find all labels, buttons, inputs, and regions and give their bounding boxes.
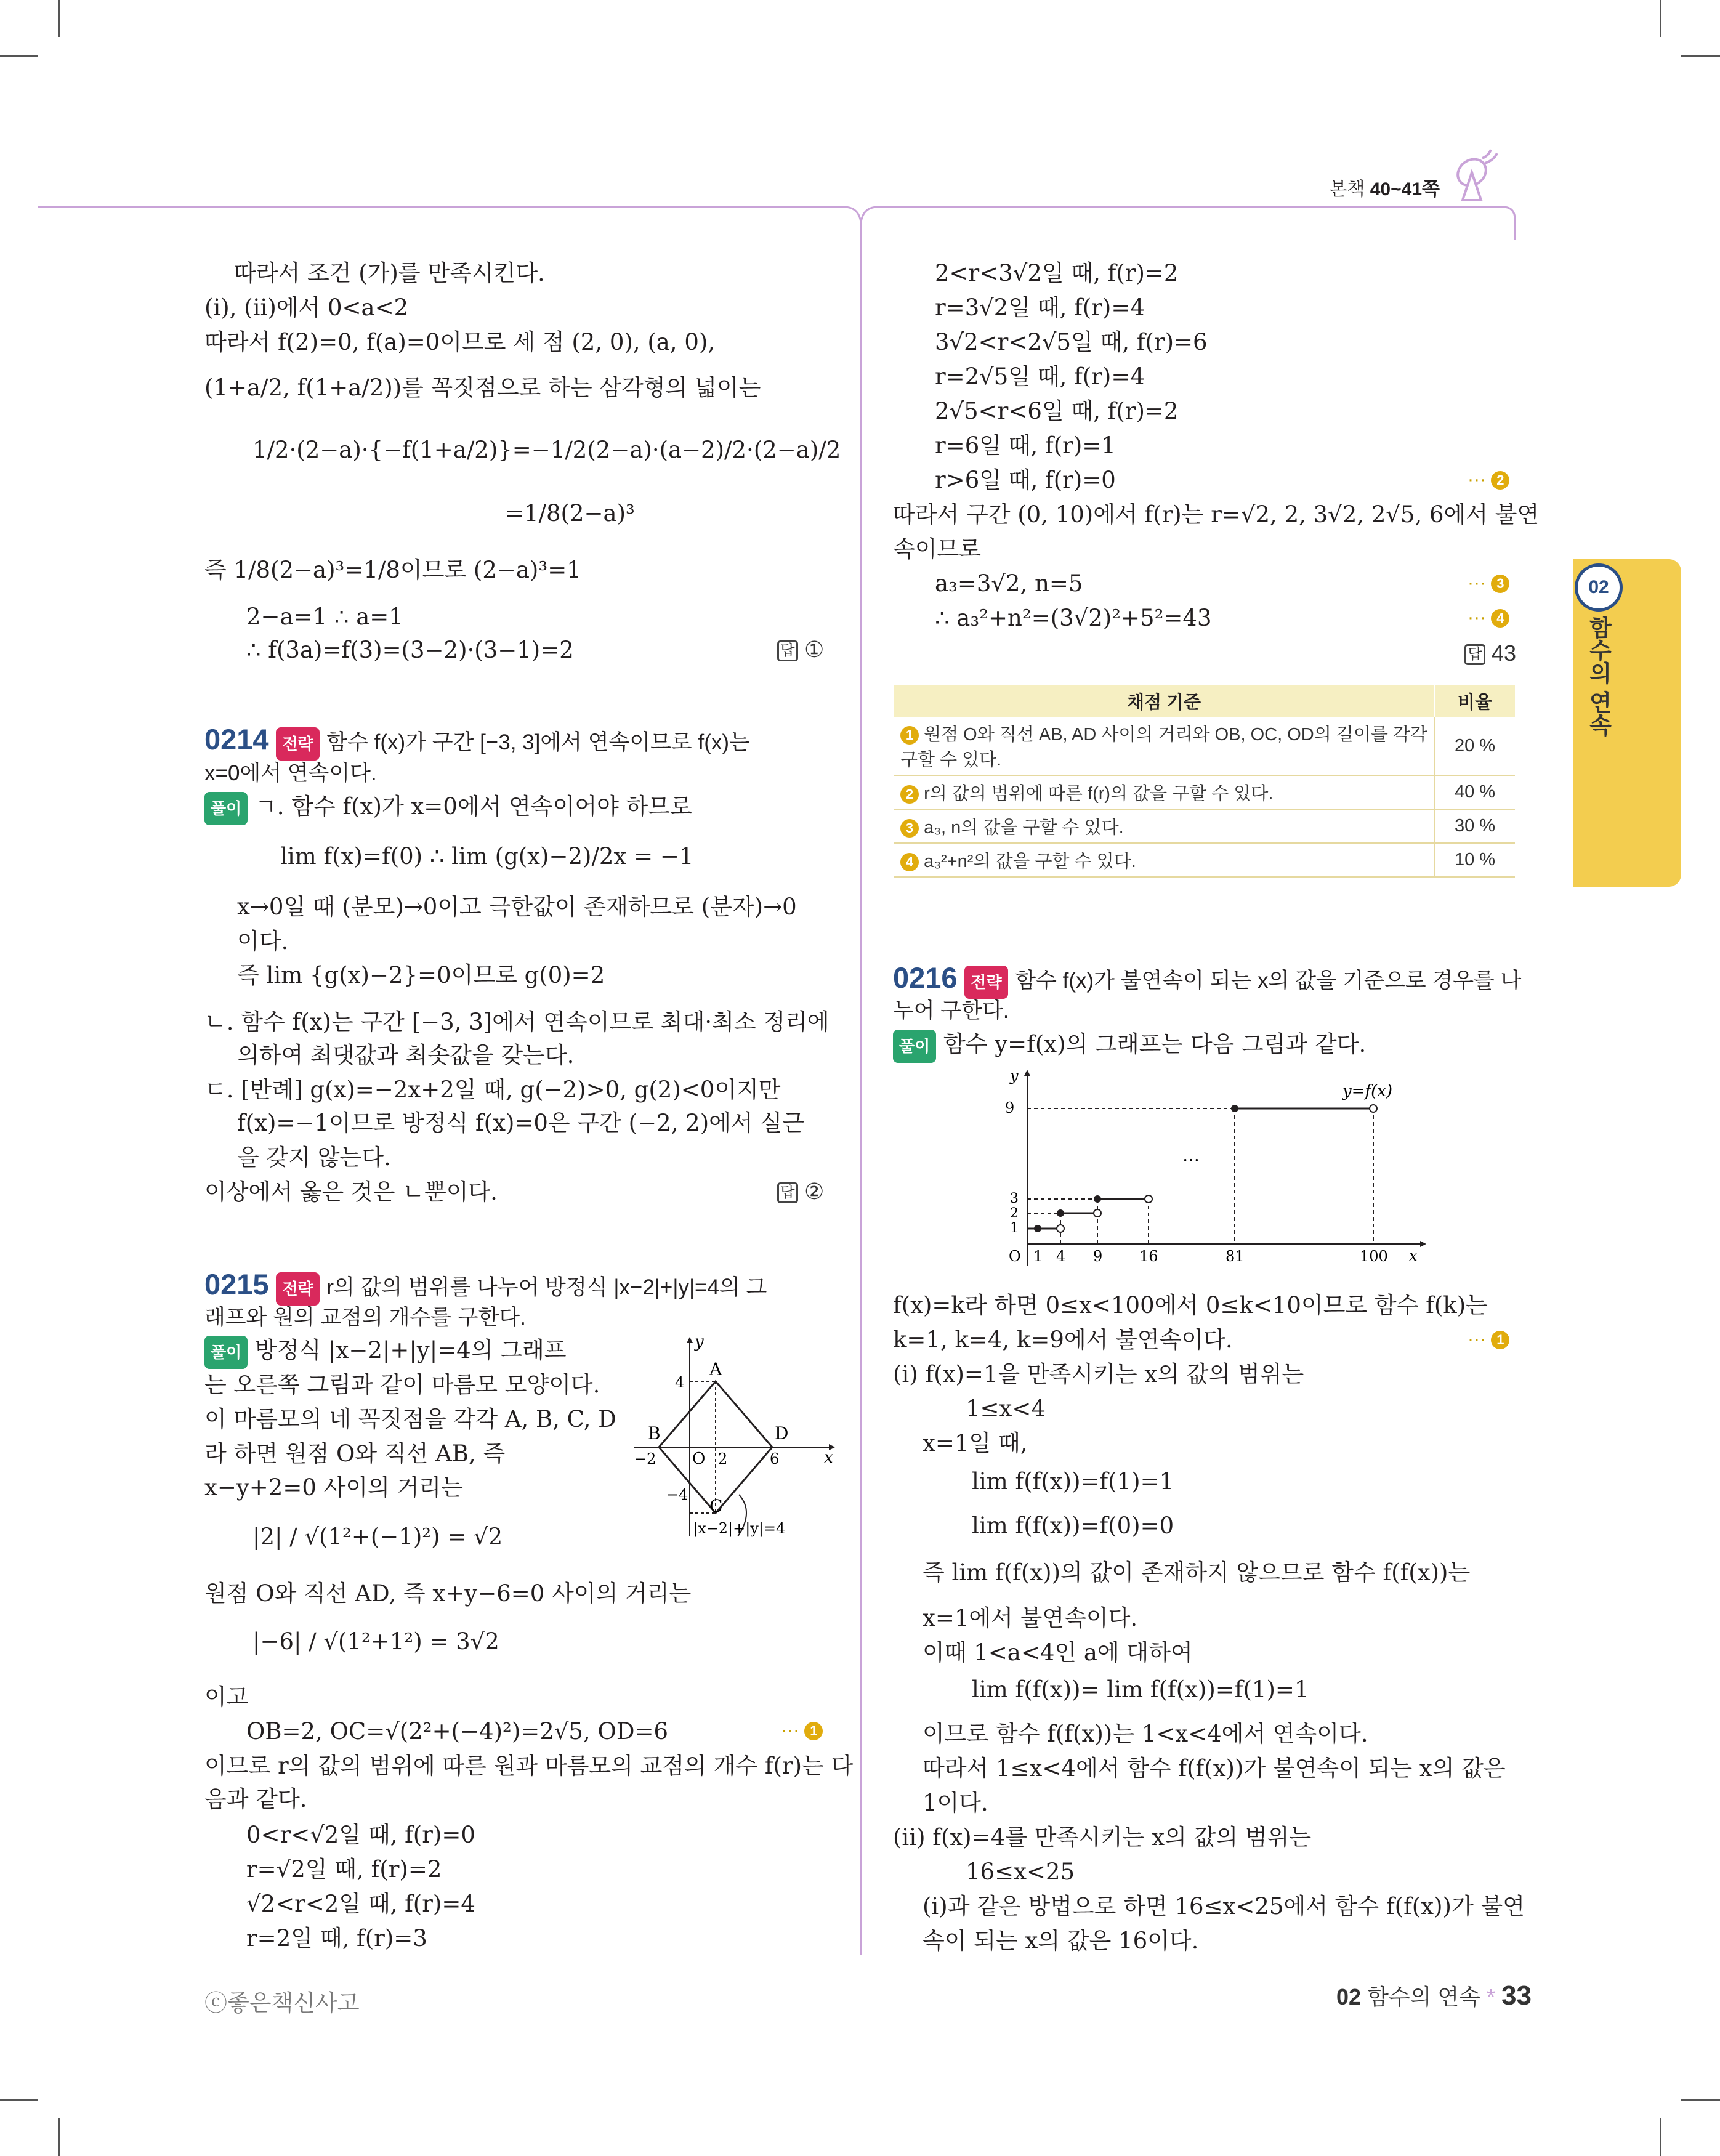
formula-line: r=6일 때, f(r)=1 [935, 432, 1116, 459]
problem-number: 0216 [893, 961, 958, 994]
formula-line: lim f(f(x))= lim f(f(x))=f(1)=1 [972, 1676, 1309, 1703]
y-axis-label: y [1010, 1067, 1019, 1084]
mark-3-icon: 3 [900, 819, 919, 838]
text-line: ㄴ. 함수 f(x)는 구간 [−3, 3]에서 연속이므로 최대·최소 정리에 [204, 1009, 830, 1035]
text-line: (1+a/2, f(1+a/2))를 꼭짓점으로 하는 삼각형의 넓이는 [204, 374, 761, 401]
text-line: k=1, k=4, k=9에서 불연속이다. [893, 1326, 1233, 1353]
text-line: 속이므로 [893, 536, 981, 562]
mark-4-icon: 4 [1491, 609, 1509, 628]
text-line: 을 갖지 않는다. [237, 1144, 391, 1171]
chapter-side-title: 함수의 연속 [1586, 616, 1611, 737]
text-line: 원점 O와 직선 AD, 즉 x+y−6=0 사이의 거리는 [204, 1580, 692, 1607]
y-tick-label: 1 [1010, 1221, 1019, 1236]
formula-line: 1≤x<4 [966, 1395, 1046, 1422]
formula-line: √2<r<2일 때, f(r)=4 [246, 1891, 475, 1917]
strategy-text: 함수 f(x)가 불연속이 되는 x의 값을 기준으로 경우를 나 [1015, 969, 1522, 993]
formula-line: lim f(f(x))=f(0)=0 [972, 1512, 1174, 1539]
score-mark: ··· 4 [1468, 607, 1509, 628]
strategy-text-cont: 누어 구한다. [893, 999, 1009, 1023]
mark-1-icon: 1 [1491, 1331, 1509, 1349]
criteria-text: a₃, n의 값을 구할 수 있다. [924, 818, 1124, 838]
text-line: x=1에서 불연속이다. [923, 1605, 1138, 1631]
text-line: (i)과 같은 방법으로 하면 16≤x<25에서 함수 f(f(x))가 불연 [923, 1893, 1525, 1920]
formula-line: |2| / √(1²+(−1)²) = √2 [252, 1524, 503, 1550]
footer-star: * [1486, 1984, 1495, 2009]
formula-line: 2<r<3√2일 때, f(r)=2 [935, 260, 1179, 286]
footer-chapter-num: 02 [1336, 1984, 1362, 2009]
problem-0214-header [204, 724, 750, 761]
y-axis-label: y [695, 1333, 704, 1351]
formula-line: r=√2일 때, f(r)=2 [246, 1856, 442, 1883]
answer-value: ① [804, 637, 825, 662]
answer-value: 43 [1492, 640, 1517, 666]
y-tick-label: 9 [1005, 1099, 1015, 1116]
ratio-cell: 30 % [1434, 809, 1515, 843]
criteria-text: r의 값의 범위에 따른 f(r)의 값을 구할 수 있다. [924, 784, 1274, 804]
step-function-graph [998, 1062, 1429, 1272]
text-line: f(x)=k라 하면 0≤x<100에서 0≤k<10이므로 함수 f(k)는 [893, 1292, 1488, 1318]
x-tick-label: 81 [1225, 1248, 1245, 1265]
strategy-text-cont: 래프와 원의 교점의 개수를 구한다. [204, 1306, 526, 1330]
text-line: 따라서 조건 (가)를 만족시킨다. [234, 260, 545, 286]
ratio-cell: 20 % [1434, 717, 1515, 775]
table-header: 비율 [1434, 685, 1515, 717]
formula-line: r>6일 때, f(r)=0 [935, 467, 1116, 493]
text-line: 따라서 f(2)=0, f(a)=0이므로 세 점 (2, 0), (a, 0), [204, 329, 716, 355]
text-line: x→0일 때 (분모)→0이고 극한값이 존재하므로 (분자)→0 [237, 894, 797, 920]
solution-text: 방정식 |x−2|+|y|=4의 그래프 [255, 1337, 567, 1363]
table-header-row [894, 685, 1515, 717]
formula-line: 16≤x<25 [966, 1859, 1075, 1885]
x-tick-label: 4 [1056, 1248, 1066, 1265]
problem-0216-header [893, 962, 1521, 999]
text-line: 이므로 r의 값의 범위에 따른 원과 마름모의 교점의 개수 f(r)는 다 [204, 1753, 854, 1779]
tick-label: −2 [634, 1450, 656, 1468]
x-tick-label: 9 [1093, 1248, 1103, 1265]
answer-marker [777, 637, 824, 663]
table-row [894, 775, 1515, 809]
strategy-text-cont: x=0에서 연속이다. [204, 761, 377, 785]
text-line: ㄷ. [반례] g(x)=−2x+2일 때, g(−2)>0, g(2)<0이지만 [204, 1076, 781, 1103]
tick-label: 2 [718, 1450, 728, 1468]
x-axis-label: x [824, 1448, 833, 1467]
text-line: 음과 같다. [204, 1786, 307, 1812]
mark-1-icon: 1 [900, 726, 919, 745]
table-row [894, 809, 1515, 843]
formula-line: 2√5<r<6일 때, f(r)=2 [935, 398, 1179, 424]
score-mark: ··· 2 [1468, 469, 1509, 490]
table-row [894, 717, 1515, 775]
text-line: 즉 lim {g(x)−2}=0이므로 g(0)=2 [237, 962, 605, 988]
text-line: 이고 [204, 1684, 249, 1710]
answer-value: ② [804, 1179, 825, 1204]
text-line: (i), (ii)에서 0<a<2 [204, 294, 409, 321]
text-line: 따라서 1≤x<4에서 함수 f(f(x))가 불연속이 되는 x의 값은 [923, 1755, 1506, 1782]
tick-label: 6 [770, 1450, 780, 1468]
footer-chapter [1336, 1980, 1532, 2011]
mark-3-icon: 3 [1491, 575, 1509, 593]
header-page-ref [1329, 174, 1440, 201]
ellipsis: … [1182, 1145, 1200, 1165]
solution-text: 함수 y=f(x)의 그래프는 다음 그림과 같다. [943, 1031, 1367, 1057]
solution-text: ㄱ. 함수 f(x)가 x=0에서 연속이어야 하므로 [255, 793, 692, 820]
solution-tag: 풀이 [204, 1336, 248, 1369]
formula-line: OB=2, OC=√(2²+(−4)²)=2√5, OD=6 [246, 1718, 669, 1745]
formula-line: r=2일 때, f(r)=3 [246, 1925, 427, 1952]
text-line: 이때 1<a<4인 a에 대하여 [923, 1639, 1193, 1666]
problem-number: 0214 [204, 723, 269, 756]
text-line: 이상에서 옳은 것은 ㄴ뿐이다. [204, 1179, 498, 1205]
mark-1-icon: 1 [804, 1722, 823, 1740]
text-line: 속이 되는 x의 값은 16이다. [923, 1928, 1199, 1954]
text-line: x=1일 때, [923, 1430, 1028, 1456]
copyright: ⓒ좋은책신사고 [204, 1990, 360, 2016]
footer-chapter-title: 함수의 연속 [1367, 1984, 1480, 2009]
function-label: y=f(x) [1342, 1082, 1393, 1100]
strategy-text: r의 값의 범위를 나누어 방정식 |x−2|+|y|=4의 그 [326, 1275, 767, 1299]
satellite-icon [1444, 145, 1500, 206]
formula-line: lim f(f(x))=f(1)=1 [972, 1468, 1174, 1495]
x-tick-label: O [1009, 1248, 1021, 1265]
problem-number: 0215 [204, 1268, 269, 1301]
criteria-text: 원점 O와 직선 AB, AD 사이의 거리와 OB, OC, OD의 길이를 각각 구할 수 있다. [900, 725, 1427, 770]
formula-line: 2−a=1 ∴ a=1 [246, 604, 403, 630]
answer-marker [777, 1179, 824, 1205]
formula-line: |−6| / √(1²+1²) = 3√2 [252, 1628, 499, 1655]
formula-line: r=3√2일 때, f(r)=4 [935, 294, 1145, 321]
answer-box-icon: 답 [777, 640, 798, 661]
criteria-cell [894, 775, 1434, 809]
text-line: x−y+2=0 사이의 거리는 [204, 1474, 463, 1501]
mark-2-icon: 2 [1491, 471, 1509, 490]
graph-caption: |x−2|+|y|=4 [693, 1520, 786, 1537]
rhombus-diagram [628, 1333, 838, 1543]
formula-line: 1/2·(2−a)·{−f(1+a/2)}=−1/2(2−a)·(a−2)/2·(2−a)/2 [252, 437, 841, 463]
strategy-tag: 전략 [276, 1272, 319, 1306]
formula-line: 3√2<r<2√5일 때, f(r)=6 [935, 329, 1208, 355]
strategy-tag: 전략 [964, 966, 1007, 999]
text-line: 즉 lim f(f(x))의 값이 존재하지 않으므로 함수 f(f(x))는 [923, 1559, 1471, 1586]
formula-line: 즉 1/8(2−a)³=1/8이므로 (2−a)³=1 [204, 557, 581, 583]
header-ref-prefix: 본책 [1329, 179, 1370, 200]
table-row [894, 843, 1515, 877]
x-tick-label: 16 [1139, 1248, 1158, 1265]
formula-line: a₃=3√2, n=5 [935, 570, 1083, 597]
text-line: 이 마름모의 네 꼭짓점을 각각 A, B, C, D [204, 1406, 616, 1432]
formula-line: 0<r<√2일 때, f(r)=0 [246, 1822, 475, 1848]
criteria-cell [894, 717, 1434, 775]
answer-box-icon: 답 [777, 1182, 798, 1203]
criteria-cell [894, 843, 1434, 877]
solution-line [204, 1334, 566, 1369]
point-label: B [648, 1423, 661, 1443]
text-line: 라 하면 원점 O와 직선 AB, 즉 [204, 1440, 506, 1467]
text-line: 이다. [237, 928, 289, 955]
text-line: 따라서 구간 (0, 10)에서 f(r)는 r=√2, 2, 3√2, 2√5, 6에서 불연 [893, 501, 1540, 528]
text-line: f(x)=−1이므로 방정식 f(x)=0은 구간 (−2, 2)에서 실근 [237, 1110, 804, 1136]
formula-line: lim f(x)=f(0) ∴ lim (g(x)−2)/2x = −1 [280, 843, 694, 870]
mark-4-icon: 4 [900, 853, 919, 871]
tick-label: 4 [675, 1374, 685, 1391]
ratio-cell: 40 % [1434, 775, 1515, 809]
score-mark: ··· 3 [1468, 573, 1509, 594]
origin-label: O [692, 1450, 706, 1468]
formula-line: =1/8(2−a)³ [505, 500, 635, 527]
solution-tag: 풀이 [204, 792, 248, 825]
x-tick-label: 1 [1033, 1248, 1043, 1265]
table-header: 채점 기준 [894, 685, 1434, 717]
answer-box-icon: 답 [1464, 644, 1485, 665]
solution-line [893, 1028, 1366, 1063]
point-label: D [775, 1423, 789, 1443]
criteria-cell [894, 809, 1434, 843]
chapter-number-badge: 02 [1575, 563, 1623, 612]
strategy-text: 함수 f(x)가 구간 [−3, 3]에서 연속이므로 f(x)는 [326, 730, 750, 754]
page-number: 33 [1501, 1980, 1532, 2011]
scoring-table [894, 685, 1515, 878]
problem-0215-header [204, 1269, 767, 1306]
text-line: (ii) f(x)=4를 만족시키는 x의 값의 범위는 [893, 1824, 1312, 1851]
text-line: 1이다. [923, 1790, 988, 1816]
text-line: 의하여 최댓값과 최솟값을 갖는다. [237, 1042, 575, 1068]
text-line: 이므로 함수 f(f(x))는 1<x<4에서 연속이다. [923, 1721, 1368, 1747]
formula-line: ∴ f(3a)=f(3)=(3−2)·(3−1)=2 [246, 637, 574, 663]
text-line: (i) f(x)=1을 만족시키는 x의 값의 범위는 [893, 1361, 1304, 1387]
point-label: A [709, 1359, 722, 1379]
header-ref-pages: 40~41쪽 [1370, 179, 1440, 200]
formula-line: ∴ a₃²+n²=(3√2)²+5²=43 [935, 605, 1212, 631]
formula-line: r=2√5일 때, f(r)=4 [935, 363, 1145, 390]
tick-label: −4 [666, 1486, 688, 1503]
strategy-tag: 전략 [276, 727, 319, 761]
x-axis-label: x [1409, 1247, 1418, 1264]
solution-line [204, 791, 692, 825]
y-tick-label: 3 [1010, 1191, 1019, 1206]
criteria-text: a₃²+n²의 값을 구할 수 있다. [924, 852, 1136, 871]
solution-tag: 풀이 [893, 1030, 936, 1063]
text-line: 는 오른쪽 그림과 같이 마름모 모양이다. [204, 1371, 600, 1398]
ratio-cell: 10 % [1434, 843, 1515, 877]
mark-2-icon: 2 [900, 785, 919, 804]
score-mark: ··· 1 [781, 1720, 823, 1741]
score-mark: ··· 1 [1468, 1329, 1509, 1350]
answer-marker [1464, 640, 1516, 666]
point-label: C [709, 1496, 723, 1516]
y-tick-label: 2 [1010, 1206, 1019, 1221]
x-tick-label: 100 [1360, 1248, 1388, 1265]
